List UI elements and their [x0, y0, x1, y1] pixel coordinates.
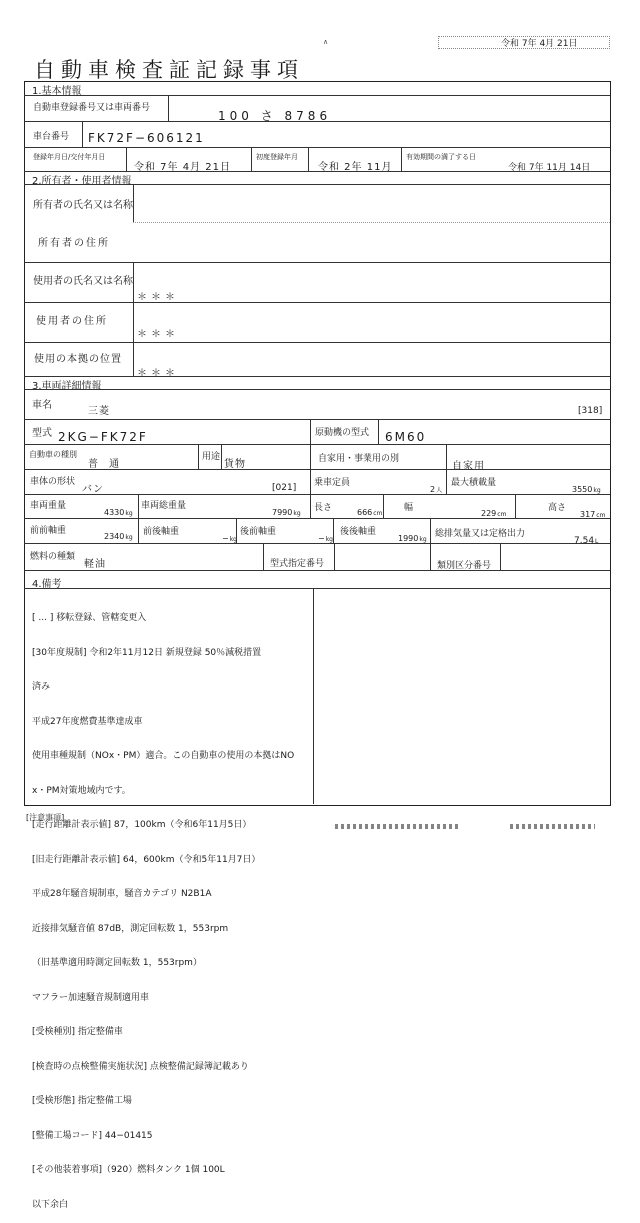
rear-front-axle: −	[318, 534, 325, 543]
model-label: 型式	[32, 428, 52, 439]
weight-unit: kg	[125, 510, 133, 517]
remarks-line: [その他装着事項]（920）燃料タンク 1個 100L	[32, 1165, 225, 1175]
gross-weight-group	[272, 508, 301, 517]
user-name-label: 使用者の氏名又は名称	[33, 276, 133, 287]
remarks-line: 以下余白	[32, 1199, 69, 1210]
front-front-axle-group	[104, 532, 133, 541]
remarks-line: 近接排気騒音値 87dB，測定回転数 1，553rpm	[32, 923, 229, 934]
front-front-axle: 2340	[104, 532, 125, 541]
rear-front-axle-unit: kg	[325, 536, 333, 543]
first-registration-label: 初度登録年月	[256, 153, 298, 161]
displacement-group	[574, 536, 598, 546]
displacement-label: 総排気量又は定格出力	[435, 529, 526, 539]
body-shape: バン	[82, 484, 104, 495]
model-designation-label: 型式指定番号	[270, 559, 325, 569]
owner-name-label: 所有者の氏名又は名称	[33, 200, 133, 211]
expiry-date: 令和 7年 11月 14日	[508, 163, 591, 173]
purpose: 貨物	[224, 459, 246, 470]
remarks-line: マフラー加速騒音規制適用車	[32, 992, 150, 1003]
remarks-line: [検査時の点検整備実施状況] 点検整備記録簿記載あり	[32, 1061, 249, 1072]
front-rear-axle-group	[222, 534, 237, 543]
first-registration: 令和 2年 11月	[318, 162, 393, 173]
section3-heading: 3.車両詳細情報	[32, 381, 102, 392]
front-front-axle-label: 前前軸重	[30, 526, 67, 536]
purpose-label: 用途	[202, 452, 221, 462]
private-business-label: 自家用・事業用の別	[318, 454, 400, 464]
remarks-line: [旧走行距離計表示値] 64，600km（令和5年11月7日）	[32, 854, 261, 865]
notes-label: [注意事項]	[26, 813, 65, 822]
remarks-line: [整備工場コード] 44−01415	[32, 1130, 153, 1141]
length-group	[357, 508, 382, 517]
weight-label: 車両重量	[30, 501, 67, 511]
rear-front-axle-group	[318, 534, 333, 543]
expiry-label: 有効期間の満了する日	[406, 153, 476, 161]
height: 317	[580, 510, 596, 519]
registration-date: 令和 7年 4月 21日	[134, 162, 231, 173]
gross-weight: 7990	[272, 508, 293, 517]
make-label: 車名	[32, 400, 52, 411]
issue-date-box	[438, 36, 610, 49]
weight: 4330	[104, 508, 125, 517]
max-load: 3550	[572, 485, 593, 494]
make: 三菱	[88, 406, 110, 417]
rear-front-axle-label: 後前軸重	[240, 527, 277, 537]
max-load-label: 最大積載量	[451, 478, 497, 488]
chassis-number-label: 車台番号	[33, 132, 70, 142]
registration-date-label: 登録年月日/交付年月日	[33, 153, 106, 161]
make-code: [318]	[578, 406, 603, 416]
length-unit: cm	[373, 510, 383, 517]
footer-mark-right	[510, 824, 595, 829]
max-load-unit: kg	[593, 487, 601, 494]
height-unit: cm	[596, 512, 606, 519]
weight-group	[104, 508, 133, 517]
registration-number-label: 自動車登録番号又は車両番号	[33, 103, 151, 113]
height-label: 高さ	[548, 503, 567, 513]
vehicle-type-label: 自動車の種別	[29, 450, 77, 459]
rear-rear-axle-unit: kg	[419, 536, 427, 543]
remarks-line: x・PM対策地域内です。	[32, 785, 131, 796]
remarks-line: [30年度規制] 令和2年11月12日 新規登録 50％減税措置	[32, 647, 262, 658]
remarks-line: 済み	[32, 682, 51, 692]
length-label: 長さ	[314, 503, 333, 513]
remarks-line: [受検種別] 指定整備車	[32, 1027, 123, 1037]
fuel: 軽油	[84, 559, 106, 570]
body-shape-label: 車体の形状	[30, 477, 76, 487]
width-unit: cm	[497, 511, 507, 518]
capacity: 2	[430, 485, 436, 494]
engine-label: 原動機の型式	[315, 428, 370, 438]
model: 2KG−FK72F	[58, 430, 148, 444]
engine: 6M60	[385, 430, 427, 444]
capacity-unit: 人	[436, 487, 443, 494]
front-front-axle-unit: kg	[125, 534, 133, 541]
gross-weight-unit: kg	[293, 510, 301, 517]
chassis-number: FK72F−606121	[88, 131, 205, 145]
width: 229	[481, 509, 497, 518]
user-address-label: 使用者の住所	[36, 316, 108, 327]
rear-rear-axle-label: 後後軸重	[340, 527, 377, 537]
capacity-label: 乗車定員	[314, 478, 351, 488]
section2-heading: 2.所有者・使用者情報	[32, 176, 132, 187]
section4-heading: 4.備考	[32, 579, 62, 590]
footer-mark-left	[335, 824, 460, 829]
width-label: 幅	[404, 503, 414, 513]
rear-rear-axle-group	[398, 534, 427, 543]
rear-rear-axle: 1990	[398, 534, 419, 543]
private-business: 自家用	[452, 461, 485, 472]
user-name: ＊＊＊	[137, 292, 179, 303]
registration-number: 100 さ 8786	[218, 109, 332, 123]
top-mark: ∧	[323, 38, 330, 46]
front-rear-axle-label: 前後軸重	[143, 527, 180, 537]
vehicle-type: 普 通	[88, 459, 124, 470]
remarks-line: 平成28年騒音規制車，騒音カテゴリ N2B1A	[32, 889, 212, 899]
remarks-line: （旧基準適用時測定回転数 1，553rpm）	[32, 958, 202, 968]
front-rear-axle-unit: kg	[229, 536, 237, 543]
fuel-label: 燃料の種類	[30, 552, 76, 562]
base-location: ＊＊＊	[137, 368, 179, 379]
remarks-line: 使用車種規制（NOx・PM）適合。この自動車の使用の本拠はNO	[32, 751, 295, 761]
remarks-line: [ ... ] 移転登録、管轄変更入	[32, 613, 147, 623]
width-group	[481, 509, 506, 518]
category-label: 類別区分番号	[437, 561, 492, 571]
issue-date: 令和 7年 4月 21日	[501, 39, 578, 49]
section1-heading: 1.基本情報	[32, 86, 82, 97]
displacement-unit: L	[595, 538, 599, 545]
remarks-block	[32, 590, 294, 1223]
gross-weight-label: 車両総重量	[141, 501, 187, 511]
remarks-line: 平成27年度燃費基準達成車	[32, 716, 143, 727]
base-location-label: 使用の本拠の位置	[34, 354, 122, 365]
capacity-group	[430, 485, 442, 494]
user-address: ＊＊＊	[137, 329, 179, 340]
length: 666	[357, 508, 373, 517]
displacement: 7.54	[574, 536, 595, 546]
page-title: 自動車検査証記録事項	[34, 58, 304, 82]
front-rear-axle: −	[222, 534, 229, 543]
remarks-line: [受検形態] 指定整備工場	[32, 1096, 132, 1106]
max-load-group	[572, 485, 601, 494]
remarks-line: [走行距離計表示値] 87，100km（令和6年11月5日）	[32, 820, 252, 830]
body-shape-code: [021]	[272, 483, 297, 493]
owner-address-label: 所有者の住所	[38, 238, 110, 249]
